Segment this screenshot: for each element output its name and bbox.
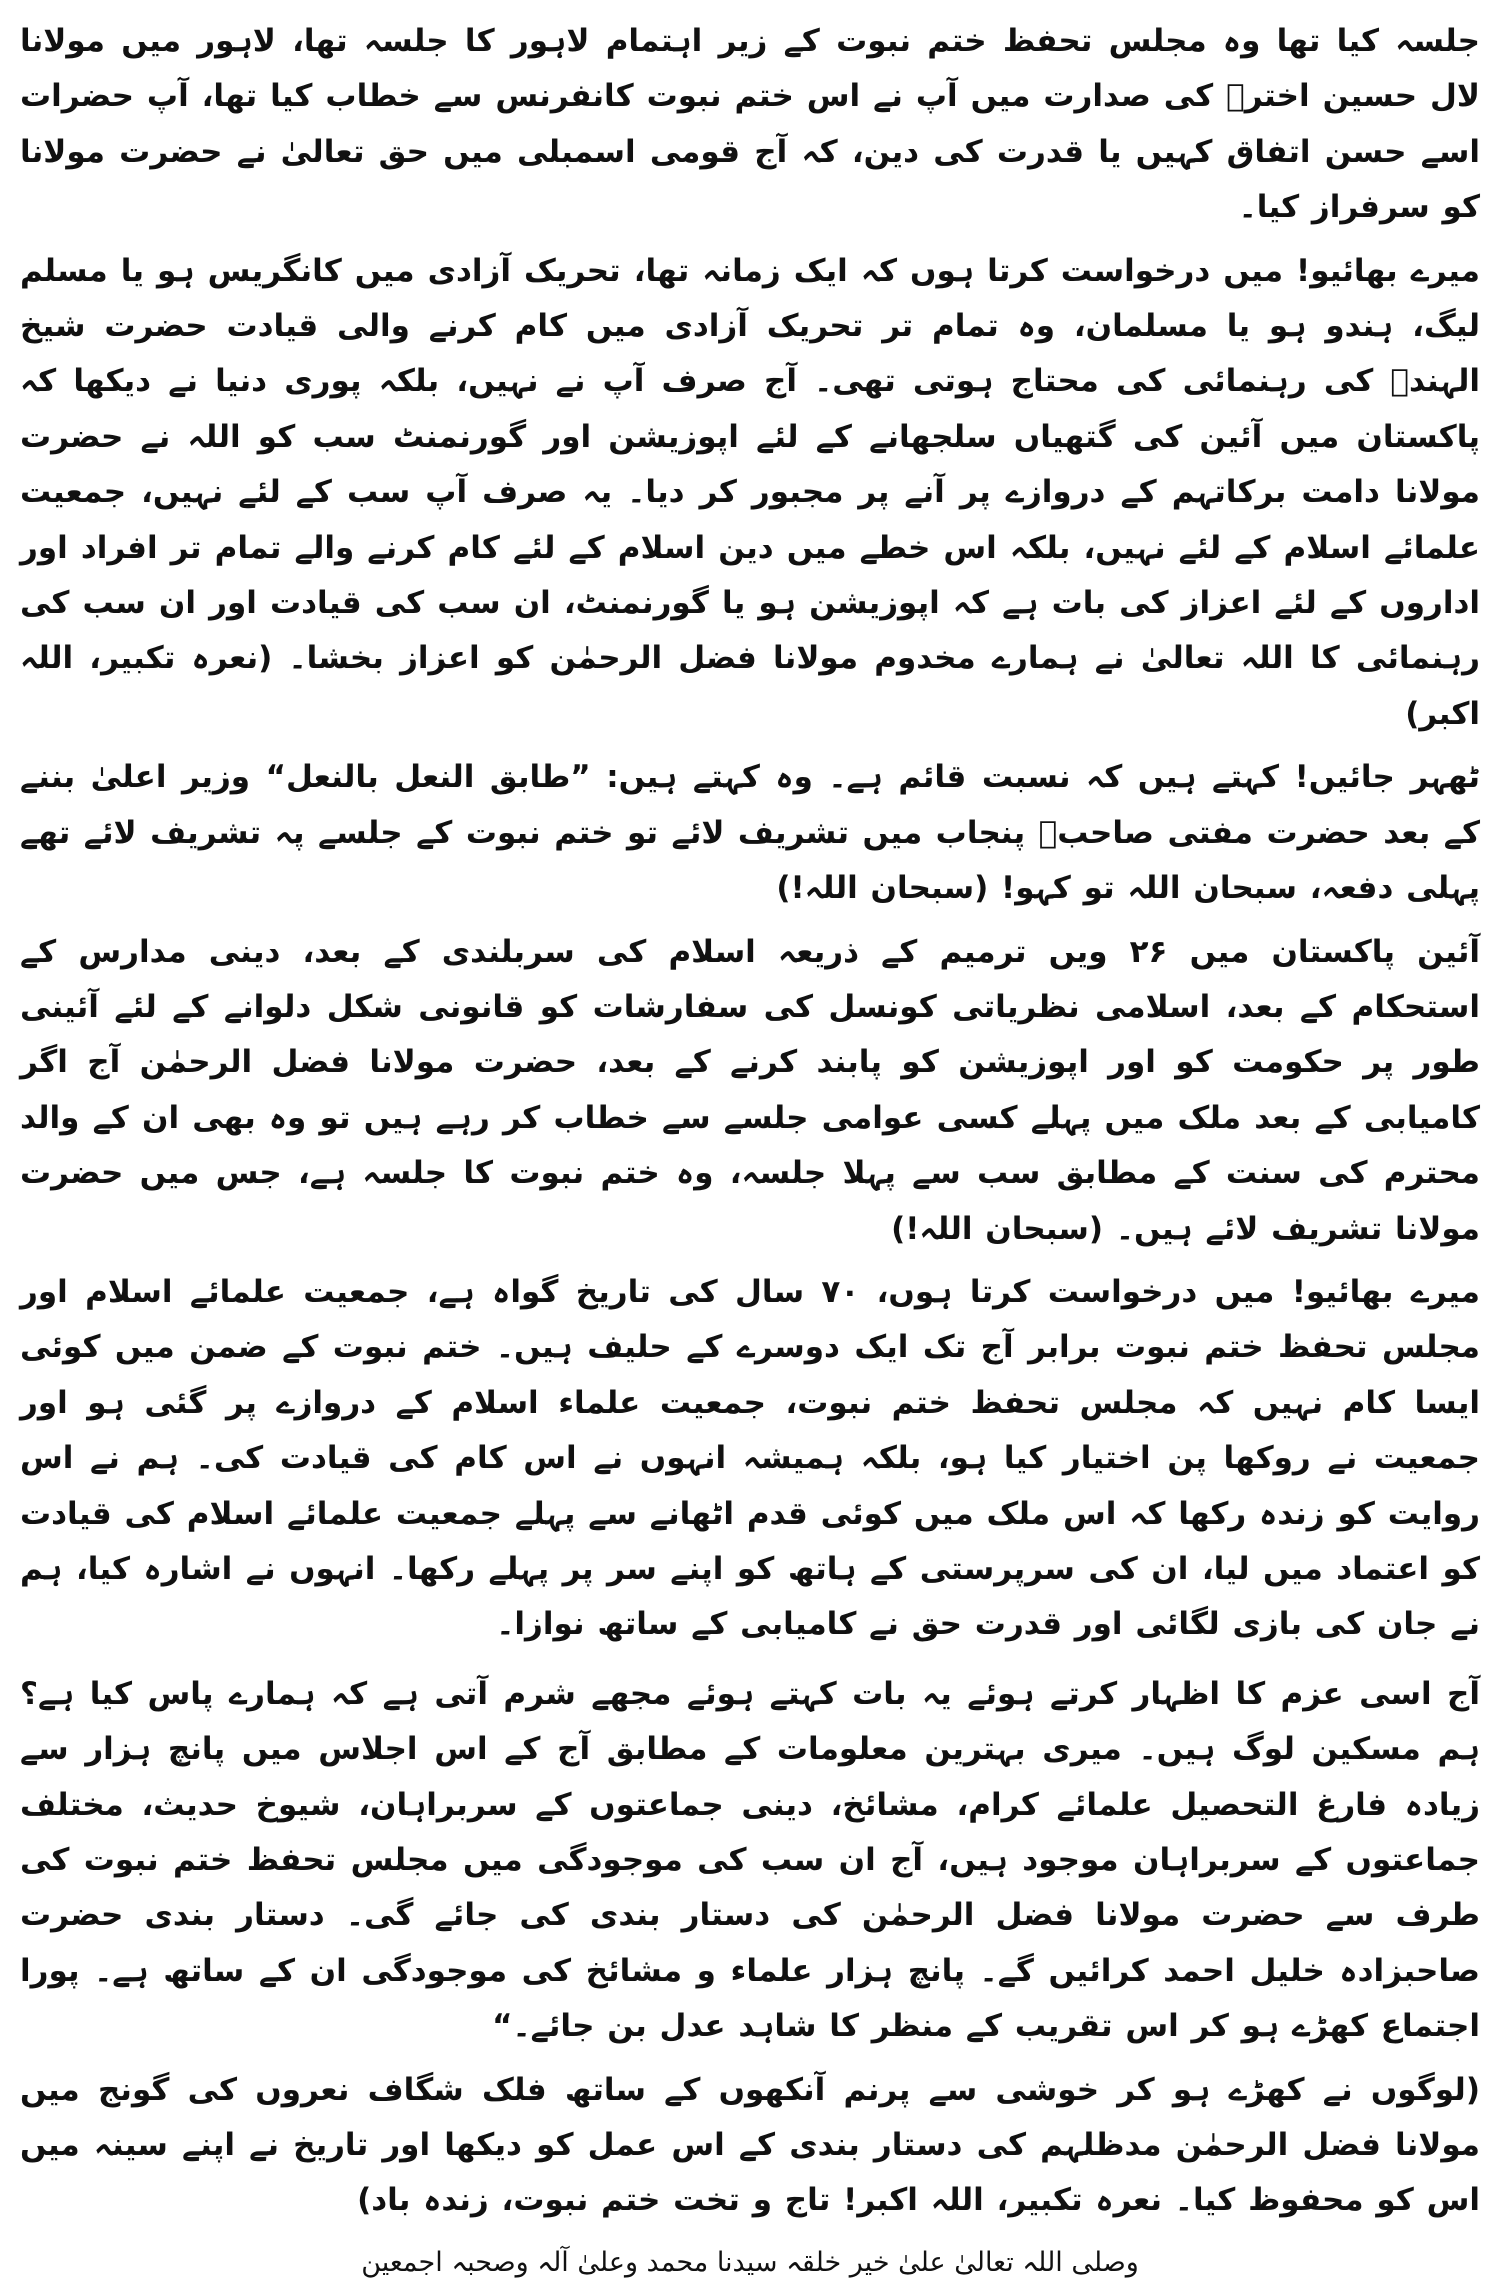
paragraph-26th-amendment: آئین پاکستان میں ۲۶ ویں ترمیم کے ذریعہ اسلام کی سربلندی کے بعد، دینی مدارس کے استحکام کے بعد، اسلامی نظریاتی کونسل کی سفارشات کو قانونی شکل دلوانے کے لئے آئینی طور پر حکومت کو اور اپوزیشن کو پابند کرنے کے بعد، حضرت مولانا فضل الرحمٰن آج اگر کامیابی کے بعد ملک میں پہلے کسی عوامی جلسے سے خطاب کر رہے ہیں تو وہ بھی ان کے والد محترم کی سنت کے مطابق سب سے پہلا جلسہ، وہ ختم نبوت کا جلسہ ہے، جس میں حضرت مولانا تشریف لائے ہیں۔ (سبحان اللہ!) [20,933,1480,1247]
paragraph-freedom-movement: میرے بھائیو! میں درخواست کرتا ہوں کہ ایک زمانہ تھا، تحریک آزادی میں کانگریس ہو یا مسلم لیگ، ہندو ہو یا مسلمان، وہ تمام تر تحریک آزادی میں کام کرنے والی قیادت حضرت شیخ الہندؒ کی رہنمائی کی محتاج ہوتی تھی۔ آج صرف آپ نے نہیں، بلکہ پوری دنیا نے دیکھا کہ پاکستان میں آئین کی گتھیاں سلجھانے کے لئے اپوزیشن اور گورنمنٹ سب کو اللہ نے حضرت مولانا دامت برکاتہم کے دروازے پر آنے پر مجبور کر دیا۔ یہ صرف آپ سب کے لئے نہیں، جمعیت علمائے اسلام کے لئے نہیں، بلکہ اس خطے میں دین اسلام کے لئے کام کرنے والے تمام تر افراد اور اداروں کے لئے اعزاز کی بات ہے کہ اپوزیشن ہو یا گورنمنٹ، ان سب کی قیادت اور ان سب کی رہنمائی کا اللہ تعالیٰ نے ہمارے مخدوم مولانا فضل الرحمٰن کو اعزاز بخشا۔ (نعرہ تکبیر، اللہ اکبر) [20,252,1480,732]
article-page [20,14,1480,2278]
closing-salutation: وصلی اللہ تعالیٰ علیٰ خیر خلقہ سیدنا محمد وعلیٰ آلہ وصحبہ اجمعین [361,2246,1139,2278]
paragraph-crowd-response: (لوگوں نے کھڑے ہو کر خوشی سے پرنم آنکھوں کے ساتھ فلک شگاف نعروں کی گونج میں مولانا فضل الرحمٰن مدظلہم کی دستار بندی کے اس عمل کو دیکھا اور تاریخ نے اپنے سینہ میں اس کو محفوظ کیا۔ نعرہ تکبیر، اللہ اکبر! تاج و تخت ختم نبوت، زندہ باد) [20,2071,1480,2219]
paragraph-mufti-sahib: ٹھہر جائیں! کہتے ہیں کہ نسبت قائم ہے۔ وہ کہتے ہیں: ”طابق النعل بالنعل“ وزیر اعلیٰ بننے کے بعد حضرت مفتی صاحبؒ پنجاب میں تشریف لائے تو ختم نبوت کے جلسے پہ تشریف لائے تھے پہلی دفعہ، سبحان اللہ تو کہو! (سبحان اللہ!) [20,759,1480,907]
paragraph-dastar-bandi: آج اسی عزم کا اظہار کرتے ہوئے یہ بات کہتے ہوئے مجھے شرم آتی ہے کہ ہمارے پاس کیا ہے؟ ہم مسکین لوگ ہیں۔ میری بہترین معلومات کے مطابق آج کے اس اجلاس میں پانچ ہزار سے زیادہ فارغ التحصیل علمائے کرام، مشائخ، دینی جماعتوں کے سربراہان، شیوخ حدیث، مختلف جماعتوں کے سربراہان موجود ہیں، آج ان سب کی موجودگی میں مجلس تحفظ ختم نبوت کی طرف سے حضرت مولانا فضل الرحمٰن کی دستار بندی کی جائے گی۔ دستار بندی حضرت صاحبزادہ خلیل احمد کرائیں گے۔ پانچ ہزار علماء و مشائخ کی موجودگی ان کے ساتھ ہے۔ پورا اجتماع کھڑے ہو کر اس تقریب کے منظر کا شاہد عدل بن جائے۔“ [20,1675,1480,2045]
paragraph-lahore-conference: جلسہ کیا تھا وہ مجلس تحفظ ختم نبوت کے زیر اہتمام لاہور کا جلسہ تھا، لاہور میں مولانا لال حسین اخترؒ کی صدارت میں آپ نے اس ختم نبوت کانفرنس سے خطاب کیا تھا، آپ حضرات اسے حسن اتفاق کہیں یا قدرت کی دین، کہ آج قومی اسمبلی میں حق تعالیٰ نے حضرت مولانا کو سرفراز کیا۔ [20,23,1480,226]
paragraph-seventy-years: میرے بھائیو! میں درخواست کرتا ہوں، ۷۰ سال کی تاریخ گواہ ہے، جمعیت علمائے اسلام اور مجلس تحفظ ختم نبوت برابر آج تک ایک دوسرے کے حلیف ہیں۔ ختم نبوت کے ضمن میں کوئی ایسا کام نہیں کہ مجلس تحفظ ختم نبوت، جمعیت علماء اسلام کے دروازے پر گئی ہو اور جمعیت نے روکھا پن اختیار کیا ہو، بلکہ ہمیشہ انہوں نے اس کام کی قیادت کی۔ ہم نے اس روایت کو زندہ رکھا کہ اس ملک میں کوئی قدم اٹھانے سے پہلے جمعیت علمائے اسلام کی قیادت کو اعتماد میں لیا، ان کی سرپرستی کے ہاتھ کو اپنے سر پر پہلے رکھا۔ انہوں نے اشارہ کیا، ہم نے جان کی بازی لگائی اور قدرت حق نے کامیابی کے ساتھ نوازا۔ [20,1273,1480,1643]
